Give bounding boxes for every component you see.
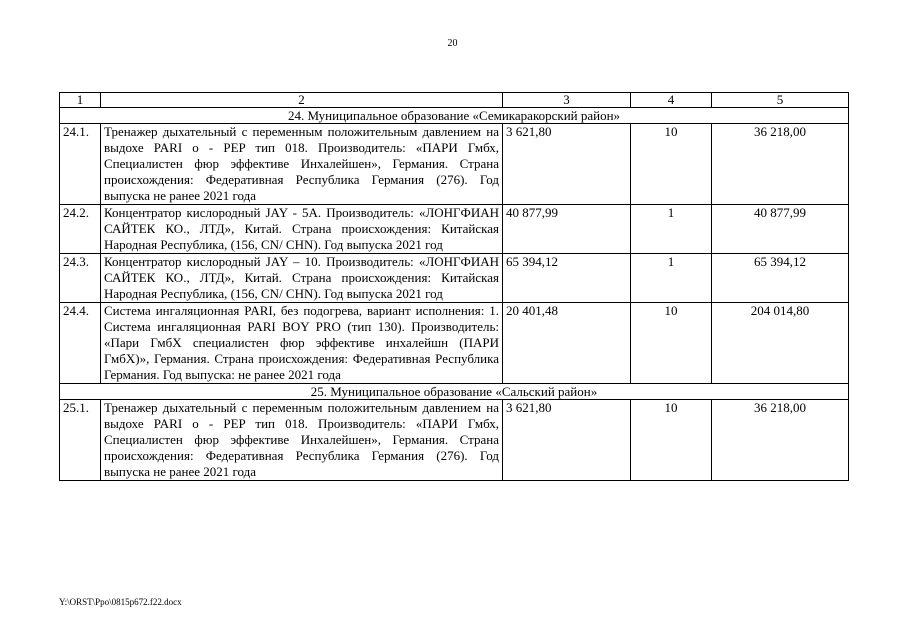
row-description: Концентратор кислородный JAY - 5A. Производитель: «ЛОНГФИАН САЙТЕК КО., ЛТД», Китай. Страна происхождения: Китайская Народная Республика, (156, CN/ CHN). Год выпуска 2021 год <box>101 205 503 254</box>
column-header: 2 <box>101 93 503 108</box>
row-unit-price: 65 394,12 <box>503 254 631 303</box>
row-description: Тренажер дыхательный с переменным положительным давлением на выдохе PARI o - PEP тип 018. Производитель: «ПАРИ Гмбх, Специалистен фюр эффективе Инхалейшен», Германия. Страна происхождения: Федеративная Республика Германия (276). Год выпуска не ранее 2021 года <box>101 400 503 481</box>
column-header: 1 <box>60 93 101 108</box>
column-header: 3 <box>503 93 631 108</box>
row-total: 204 014,80 <box>712 303 849 384</box>
row-total: 40 877,99 <box>712 205 849 254</box>
row-unit-price: 40 877,99 <box>503 205 631 254</box>
row-description: Концентратор кислородный JAY – 10. Производитель: «ЛОНГФИАН САЙТЕК КО., ЛТД», Китай. Страна происхождения: Китайская Народная Республика, (156, CN/ CHN). Год выпуска 2021 год <box>101 254 503 303</box>
column-header: 5 <box>712 93 849 108</box>
row-unit-price: 20 401,48 <box>503 303 631 384</box>
row-quantity: 1 <box>631 254 712 303</box>
document-file-path: Y:\ORST\Ppo\0815p672.f22.docx <box>59 597 182 607</box>
section-title: 25. Муниципальное образование «Сальский район» <box>60 384 849 400</box>
row-quantity: 10 <box>631 124 712 205</box>
row-quantity: 10 <box>631 400 712 481</box>
row-number: 24.2. <box>60 205 101 254</box>
row-total: 65 394,12 <box>712 254 849 303</box>
equipment-table <box>59 92 849 481</box>
table-row <box>60 254 849 303</box>
table-row <box>60 124 849 205</box>
row-unit-price: 3 621,80 <box>503 400 631 481</box>
row-description: Система ингаляционная PARI, без подогрева, вариант исполнения: 1. Система ингаляционная PARI BOY PRO (тип 130). Производитель: «Пари ГмбХ специалистен фюр эффективе инхалейшн (ПАРИ ГмбХ)», Германия. Страна происхождения: Федеративная Республика Германия. Год выпуска: не ранее 2021 года <box>101 303 503 384</box>
row-quantity: 10 <box>631 303 712 384</box>
page-number: 20 <box>447 38 458 49</box>
row-total: 36 218,00 <box>712 400 849 481</box>
table-row <box>60 400 849 481</box>
row-unit-price: 3 621,80 <box>503 124 631 205</box>
column-header: 4 <box>631 93 712 108</box>
row-description: Тренажер дыхательный с переменным положительным давлением на выдохе PARI o - PEP тип 018. Производитель: «ПАРИ Гмбх, Специалистен фюр эффективе Инхалейшен», Германия. Страна происхождения: Федеративная Республика Германия (276). Год выпуска не ранее 2021 года <box>101 124 503 205</box>
row-number: 24.3. <box>60 254 101 303</box>
table-header-row <box>60 93 849 108</box>
row-number: 24.1. <box>60 124 101 205</box>
section-header-row <box>60 108 849 124</box>
table-row <box>60 303 849 384</box>
row-number: 25.1. <box>60 400 101 481</box>
row-total: 36 218,00 <box>712 124 849 205</box>
row-number: 24.4. <box>60 303 101 384</box>
section-header-row <box>60 384 849 400</box>
row-quantity: 1 <box>631 205 712 254</box>
table-row <box>60 205 849 254</box>
section-title: 24. Муниципальное образование «Семикаракорский район» <box>60 108 849 124</box>
